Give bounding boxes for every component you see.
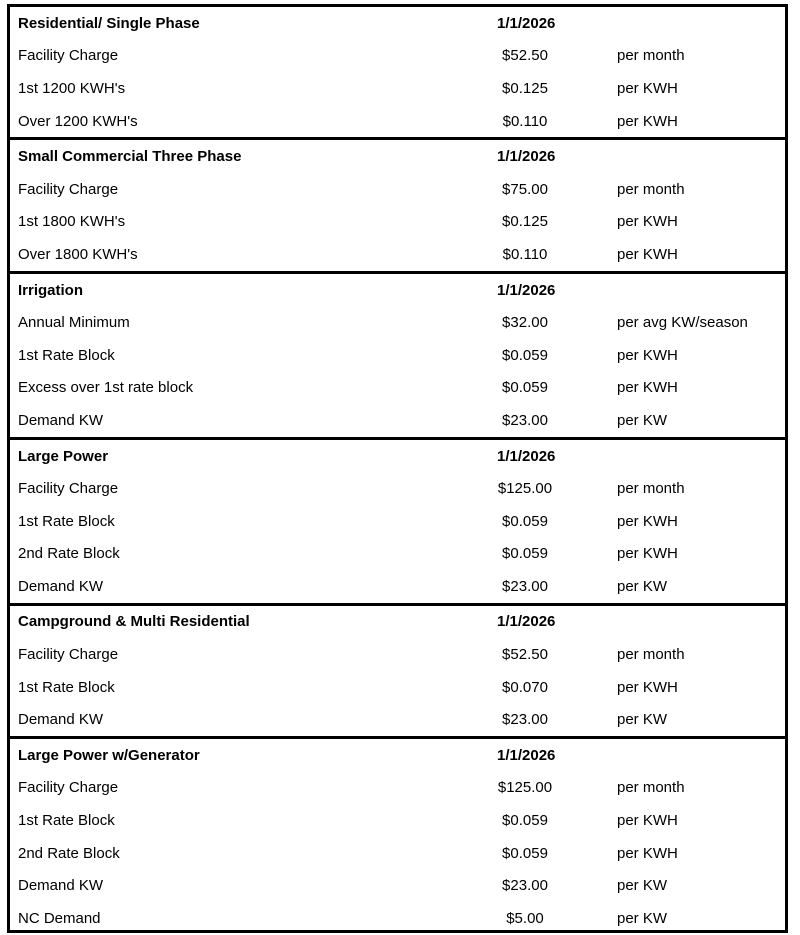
rate-row-description: Over 1200 KWH's bbox=[18, 112, 138, 130]
rate-section-effective-date: 1/1/2026 bbox=[497, 148, 556, 166]
rate-row bbox=[10, 238, 785, 271]
rate-row-unit: per month bbox=[617, 646, 685, 664]
rate-section bbox=[10, 739, 785, 935]
rate-row bbox=[10, 671, 785, 704]
rate-row-value: $0.059 bbox=[502, 379, 548, 397]
rate-row-description: Annual Minimum bbox=[18, 314, 130, 332]
rate-section bbox=[10, 440, 785, 606]
rate-row-unit: per KWH bbox=[617, 245, 678, 263]
rate-row-description: 1st Rate Block bbox=[18, 512, 115, 530]
rate-row bbox=[10, 638, 785, 671]
rate-row-unit: per KWH bbox=[617, 812, 678, 830]
rate-row-value: $0.059 bbox=[502, 545, 548, 563]
rate-row-value: $75.00 bbox=[502, 180, 548, 198]
rate-row-description: NC Demand bbox=[18, 909, 101, 927]
rate-row-description: Excess over 1st rate block bbox=[18, 379, 194, 397]
rate-section-effective-date: 1/1/2026 bbox=[497, 613, 556, 631]
rate-row-value: $23.00 bbox=[502, 577, 548, 595]
rate-row-unit: per KW bbox=[617, 577, 668, 595]
rate-row-unit: per avg KW/season bbox=[617, 314, 748, 332]
rate-row-value: $32.00 bbox=[502, 314, 548, 332]
rate-row-description: Facility Charge bbox=[18, 180, 119, 198]
rate-row-description: Over 1800 KWH's bbox=[18, 245, 138, 263]
rate-row-unit: per KW bbox=[617, 909, 668, 927]
rate-section bbox=[10, 606, 785, 739]
rate-section-name: Small Commercial Three Phase bbox=[18, 148, 242, 166]
rate-section-effective-date: 1/1/2026 bbox=[497, 746, 556, 764]
rate-section-name: Large Power w/Generator bbox=[18, 746, 200, 764]
rate-row-unit: per KWH bbox=[617, 112, 678, 130]
rate-section-name: Large Power bbox=[18, 447, 109, 465]
rate-row-value: $125.00 bbox=[497, 779, 553, 797]
rate-row-value: $0.110 bbox=[502, 245, 548, 263]
rate-row-description: Demand KW bbox=[18, 411, 104, 429]
rate-section bbox=[10, 140, 785, 273]
rate-row bbox=[10, 703, 785, 736]
rate-row-description: Demand KW bbox=[18, 877, 104, 895]
rate-section-effective-date: 1/1/2026 bbox=[497, 14, 556, 32]
rate-row-value: $23.00 bbox=[502, 711, 548, 729]
rate-row bbox=[10, 72, 785, 105]
rate-row-value: $5.00 bbox=[506, 909, 544, 927]
rate-row-description: Facility Charge bbox=[18, 779, 119, 797]
rate-row-description: 1st Rate Block bbox=[18, 678, 115, 696]
rate-row bbox=[10, 339, 785, 372]
rate-section-header-row bbox=[10, 274, 785, 307]
rate-row-unit: per KWH bbox=[617, 844, 678, 862]
rate-row-description: Demand KW bbox=[18, 711, 104, 729]
rate-row bbox=[10, 40, 785, 73]
rate-row-value: $0.125 bbox=[502, 79, 548, 97]
rate-row-unit: per KWH bbox=[617, 213, 678, 231]
rate-row-description: 1st 1200 KWH's bbox=[18, 79, 126, 97]
rate-row-description: 1st 1800 KWH's bbox=[18, 213, 126, 231]
rate-section-effective-date: 1/1/2026 bbox=[497, 281, 556, 299]
rate-section-header-row bbox=[10, 140, 785, 173]
rate-row bbox=[10, 538, 785, 571]
rate-row-value: $0.070 bbox=[502, 678, 548, 696]
rate-row-value: $52.50 bbox=[502, 646, 548, 664]
rate-row-unit: per KWH bbox=[617, 512, 678, 530]
rate-row-unit: per KWH bbox=[617, 379, 678, 397]
rate-row bbox=[10, 173, 785, 206]
rate-section-name: Irrigation bbox=[18, 281, 84, 299]
rate-row-value: $0.059 bbox=[502, 346, 548, 364]
rate-row-value: $0.059 bbox=[502, 844, 548, 862]
rate-row-unit: per month bbox=[617, 480, 685, 498]
rate-row-description: Demand KW bbox=[18, 577, 104, 595]
rate-row-unit: per KWH bbox=[617, 346, 678, 364]
rate-row-description: 2nd Rate Block bbox=[18, 545, 120, 563]
rate-section-effective-date: 1/1/2026 bbox=[497, 447, 556, 465]
rate-row-description: 1st Rate Block bbox=[18, 812, 115, 830]
rate-row bbox=[10, 902, 785, 935]
rate-section-header-row bbox=[10, 739, 785, 772]
rate-row-unit: per KW bbox=[617, 877, 668, 895]
rate-row-unit: per month bbox=[617, 47, 685, 65]
rate-row-description: 2nd Rate Block bbox=[18, 844, 120, 862]
rate-row-value: $0.125 bbox=[502, 213, 548, 231]
rate-row bbox=[10, 306, 785, 339]
rate-schedule-table bbox=[7, 4, 788, 933]
rate-row-value: $23.00 bbox=[502, 411, 548, 429]
rate-section-header-row bbox=[10, 440, 785, 473]
rate-row-description: Facility Charge bbox=[18, 47, 119, 65]
rate-row-unit: per month bbox=[617, 180, 685, 198]
rate-row bbox=[10, 206, 785, 239]
rate-row bbox=[10, 804, 785, 837]
rate-row-unit: per KWH bbox=[617, 545, 678, 563]
rate-row-value: $0.059 bbox=[502, 812, 548, 830]
rate-row-value: $52.50 bbox=[502, 47, 548, 65]
rate-section-name: Residential/ Single Phase bbox=[18, 14, 200, 32]
rate-row-unit: per KWH bbox=[617, 79, 678, 97]
rate-row-value: $23.00 bbox=[502, 877, 548, 895]
rate-row bbox=[10, 570, 785, 603]
rate-row-description: 1st Rate Block bbox=[18, 346, 115, 364]
rate-section bbox=[10, 7, 785, 140]
rate-section-header-row bbox=[10, 7, 785, 40]
rate-row bbox=[10, 837, 785, 870]
rate-section-name: Campground & Multi Residential bbox=[18, 613, 250, 631]
rate-row bbox=[10, 372, 785, 405]
rate-row-description: Facility Charge bbox=[18, 646, 119, 664]
rate-row bbox=[10, 105, 785, 138]
rate-row-value: $0.059 bbox=[502, 512, 548, 530]
rate-row bbox=[10, 404, 785, 437]
rate-row bbox=[10, 505, 785, 538]
rate-row bbox=[10, 869, 785, 902]
rate-row bbox=[10, 772, 785, 805]
rate-row-unit: per KW bbox=[617, 711, 668, 729]
rate-row-unit: per month bbox=[617, 779, 685, 797]
rate-row-value: $0.110 bbox=[502, 112, 548, 130]
rate-row-unit: per KWH bbox=[617, 678, 678, 696]
rate-section bbox=[10, 274, 785, 440]
rate-row-value: $125.00 bbox=[497, 480, 553, 498]
rate-row-description: Facility Charge bbox=[18, 480, 119, 498]
rate-section-header-row bbox=[10, 606, 785, 639]
rate-row-unit: per KW bbox=[617, 411, 668, 429]
rate-row bbox=[10, 472, 785, 505]
